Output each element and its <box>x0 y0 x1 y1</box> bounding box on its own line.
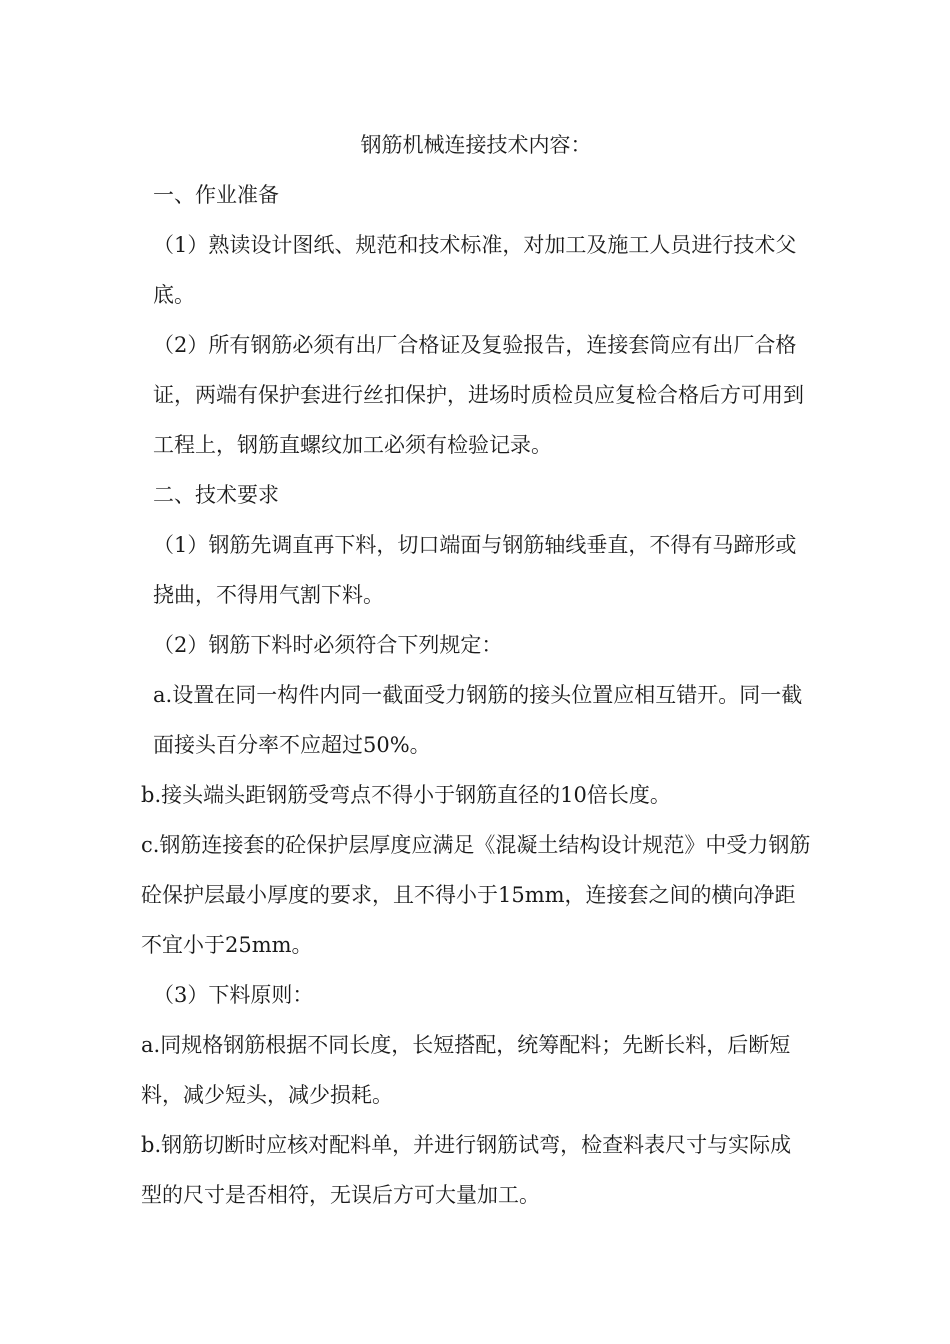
section1-paragraph-1: （1）熟读设计图纸、规范和技术标准，对加工及施工人员进行技术父底。 <box>153 233 797 307</box>
document-title: 钢筋机械连接技术内容： <box>360 133 592 157</box>
section2-item-b: b.接头端头距钢筋受弯点不得小于钢筋直径的10倍长度。 <box>141 783 671 807</box>
section2-heading: 二、技术要求 <box>153 483 279 507</box>
section2-item-c: c.钢筋连接套的砼保护层厚度应满足《混凝土结构设计规范》中受力钢筋砼保护层最小厚度的要求，且不得小于15mm，连接套之间的横向净距不宜小于25mm。 <box>141 833 811 957</box>
section2-principle-b: b.钢筋切断时应核对配料单，并进行钢筋试弯，检查料表尺寸与实际成型的尺寸是否相符，无误后方可大量加工。 <box>141 1133 792 1207</box>
section2-principle-a: a.同规格钢筋根据不同长度，长短搭配，统筹配料；先断长料，后断短料，减少短头，减少损耗。 <box>141 1033 791 1107</box>
document-body <box>141 120 811 1220</box>
section2-item-a: a.设置在同一构件内同一截面受力钢筋的接头位置应相互错开。同一截面接头百分率不应超过50%。 <box>153 683 803 757</box>
section1-paragraph-2: （2）所有钢筋必须有出厂合格证及复验报告，连接套筒应有出厂合格证，两端有保护套进行丝扣保护，进场时质检员应复检合格后方可用到工程上，钢筋直螺纹加工必须有检验记录。 <box>153 333 804 457</box>
section2-paragraph-1: （1）钢筋先调直再下料，切口端面与钢筋轴线垂直，不得有马蹄形或挠曲，不得用气割下料。 <box>153 533 797 607</box>
section2-paragraph-2: （2）钢筋下料时必须符合下列规定： <box>153 633 503 657</box>
section2-paragraph-3: （3）下料原则： <box>153 983 314 1007</box>
section1-heading: 一、作业准备 <box>153 183 279 207</box>
